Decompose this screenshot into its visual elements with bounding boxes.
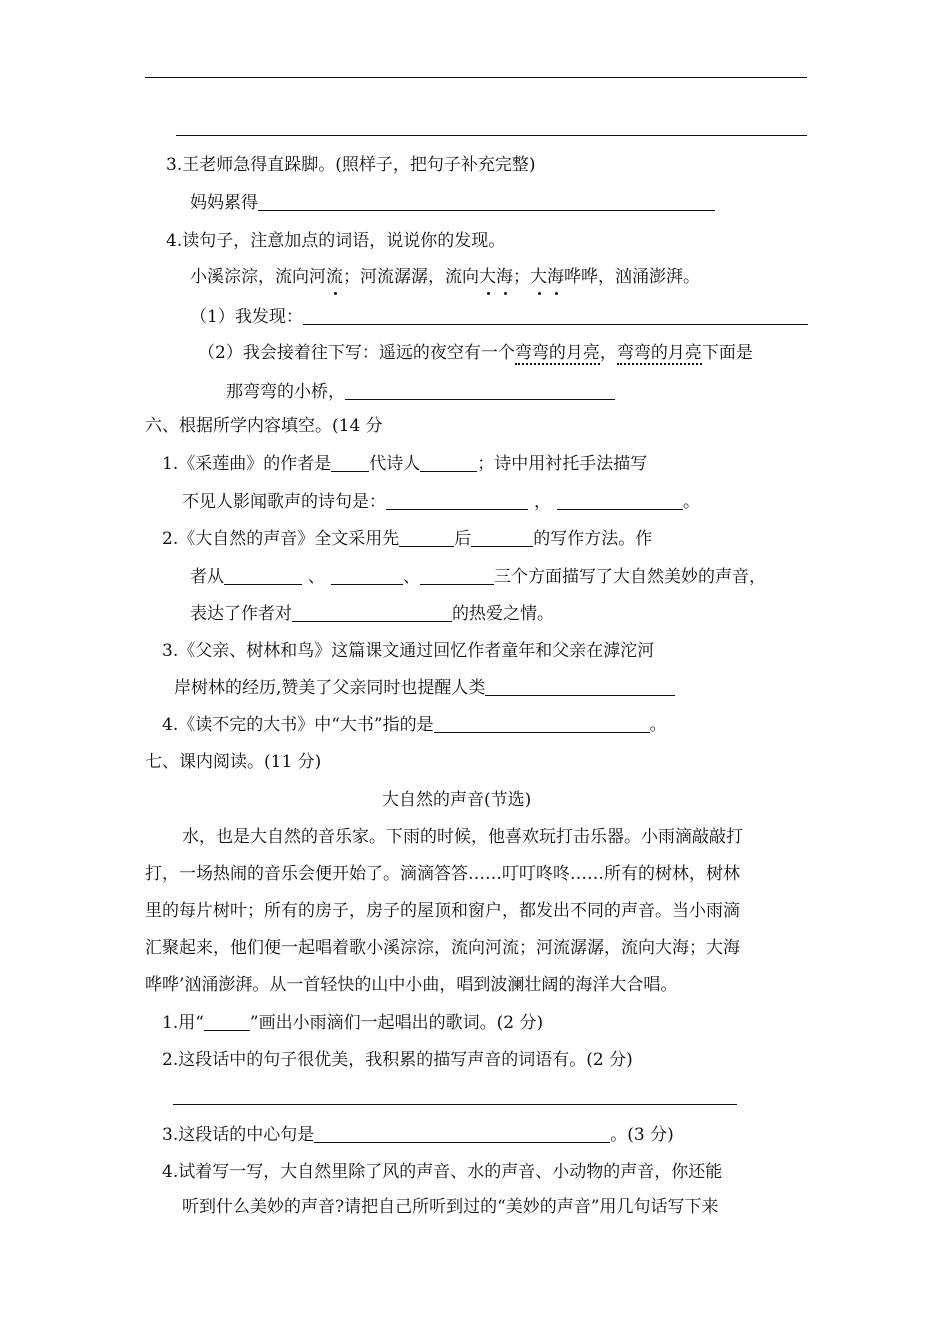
s5-q4-sub1: （1）我发现：: [190, 305, 808, 329]
s5-q3-blank[interactable]: [258, 192, 715, 211]
s6-q1-line1: 1.《采莲曲》的作者是 代诗人 ；诗中用衬托手法描写: [162, 454, 648, 474]
s6-q1-blank-poet[interactable]: [420, 453, 477, 472]
passage-line: 里的每片树叶；所有的房子，房子的屋顶和窗户，都发出不同的声音。当小雨滴: [145, 901, 740, 921]
s5-q4-sub2-blank[interactable]: [345, 381, 615, 400]
passage-line: 水，也是大自然的音乐家。下雨的时候，他喜欢玩打击乐器。小雨滴敲敲打: [182, 827, 743, 847]
s6-q2-blank-first[interactable]: [399, 528, 454, 547]
s5-q4-sub1-blank[interactable]: [303, 306, 808, 325]
s6-q2-blank-b[interactable]: [331, 566, 403, 585]
passage-line: 汇聚起来，他们便一起唱着歌小溪淙淙，流向河流；河流潺潺，流向大海；大海: [145, 938, 740, 958]
s6-q2-line2: 者从 、 、 三个方面描写了大自然美妙的声音，: [190, 567, 766, 587]
s7-q1-underline-sample: [204, 1012, 250, 1031]
passage-line: 哗哗’汹涌澎湃。从一首轻快的山中小曲，唱到波澜壮阔的海洋大合唱。: [145, 975, 678, 995]
s6-q3-line1: 3.《父亲、树林和鸟》这篇课文通过回忆作者童年和父亲在滹沱河: [162, 641, 655, 661]
s6-q2-blank-d[interactable]: [292, 603, 452, 622]
s6-q1-blank-verse2[interactable]: [557, 491, 683, 510]
s7-q2: 2.这段话中的句子很优美，我积累的描写声音的词语有。(2 分): [162, 1050, 633, 1070]
dotted-char: 大: [530, 267, 547, 287]
s6-q3-blank[interactable]: [485, 677, 675, 696]
s6-q4-blank[interactable]: [434, 714, 650, 733]
s6-q4: 4.《读不完的大书》中“大书”指的是 。: [162, 715, 667, 735]
dotted-phrase: 弯弯的月亮: [514, 343, 600, 363]
answer-line-top-1[interactable]: [145, 77, 807, 78]
dotted-char: 海: [547, 267, 564, 287]
s7-q3: 3.这段话的中心句是 。(3 分): [162, 1125, 674, 1145]
section-7-title: 七、课内阅读。(11 分): [145, 752, 322, 772]
passage-title: 大自然的声音(节选): [382, 790, 532, 810]
dotted-char: 流: [326, 267, 343, 287]
s5-q4-sub2: （2）我会接着往下写：遥远的夜空有一个弯弯的月亮，弯弯的月亮下面是: [198, 343, 753, 363]
s6-q3-line2: 岸树林的经历,赞美了父亲同时也提醒人类: [174, 676, 675, 700]
s6-q2-blank-a[interactable]: [224, 566, 302, 585]
s5-q3-text: 3.王老师急得直跺脚。(照样子，把句子补充完整): [166, 155, 536, 175]
s6-q1-blank-dynasty[interactable]: [331, 453, 369, 472]
s5-q3-answer: [190, 191, 715, 215]
s7-q3-blank[interactable]: [314, 1124, 610, 1143]
s6-q2-line3: 表达了作者对 的热爱之情。: [190, 604, 554, 624]
dotted-char: 大: [479, 267, 496, 287]
s5-q4-sub2-cont: 那弯弯的小桥，: [226, 380, 615, 404]
passage-line: 打，一场热闹的音乐会便开始了。滴滴答答……叮叮咚咚……所有的树林，树林: [145, 864, 740, 884]
s7-q1: 1.用“ ”画出小雨滴们一起唱出的歌词。(2 分): [162, 1013, 544, 1033]
s6-q2-blank-c[interactable]: [420, 566, 494, 585]
section-6-title: 六、根据所学内容填空。(14 分: [145, 416, 383, 436]
s5-q4-example: 小溪淙淙，流向河流；河流潺潺，流向大海；大海哗哗，汹涌澎湃。: [190, 267, 700, 287]
s6-q1-line2: 不见人影闻歌声的诗句是： ， 。: [182, 492, 700, 512]
s6-q2-blank-then[interactable]: [471, 528, 533, 547]
s7-q4-line1: 4.试着写一写，大自然里除了风的声音、水的声音、小动物的声音，你还能: [162, 1162, 723, 1182]
dotted-phrase: 弯弯的月亮: [616, 343, 702, 363]
s6-q2-line1: 2.《大自然的声音》全文采用先 后 的写作方法。作: [162, 529, 653, 549]
s5-q4-text: 4.读句子，注意加点的词语，说说你的发现。: [166, 231, 506, 251]
s7-q2-answer-line[interactable]: [173, 1104, 737, 1105]
s7-q4-line2: 听到什么美妙的声音?请把自己所听到过的“美妙的声音”用几句话写下来: [182, 1197, 719, 1217]
answer-line-top-2[interactable]: [176, 135, 807, 136]
s6-q1-blank-verse1[interactable]: [386, 491, 528, 510]
dotted-char: 海: [496, 267, 513, 287]
s5-q3-prefix: 妈妈累得: [190, 193, 258, 213]
